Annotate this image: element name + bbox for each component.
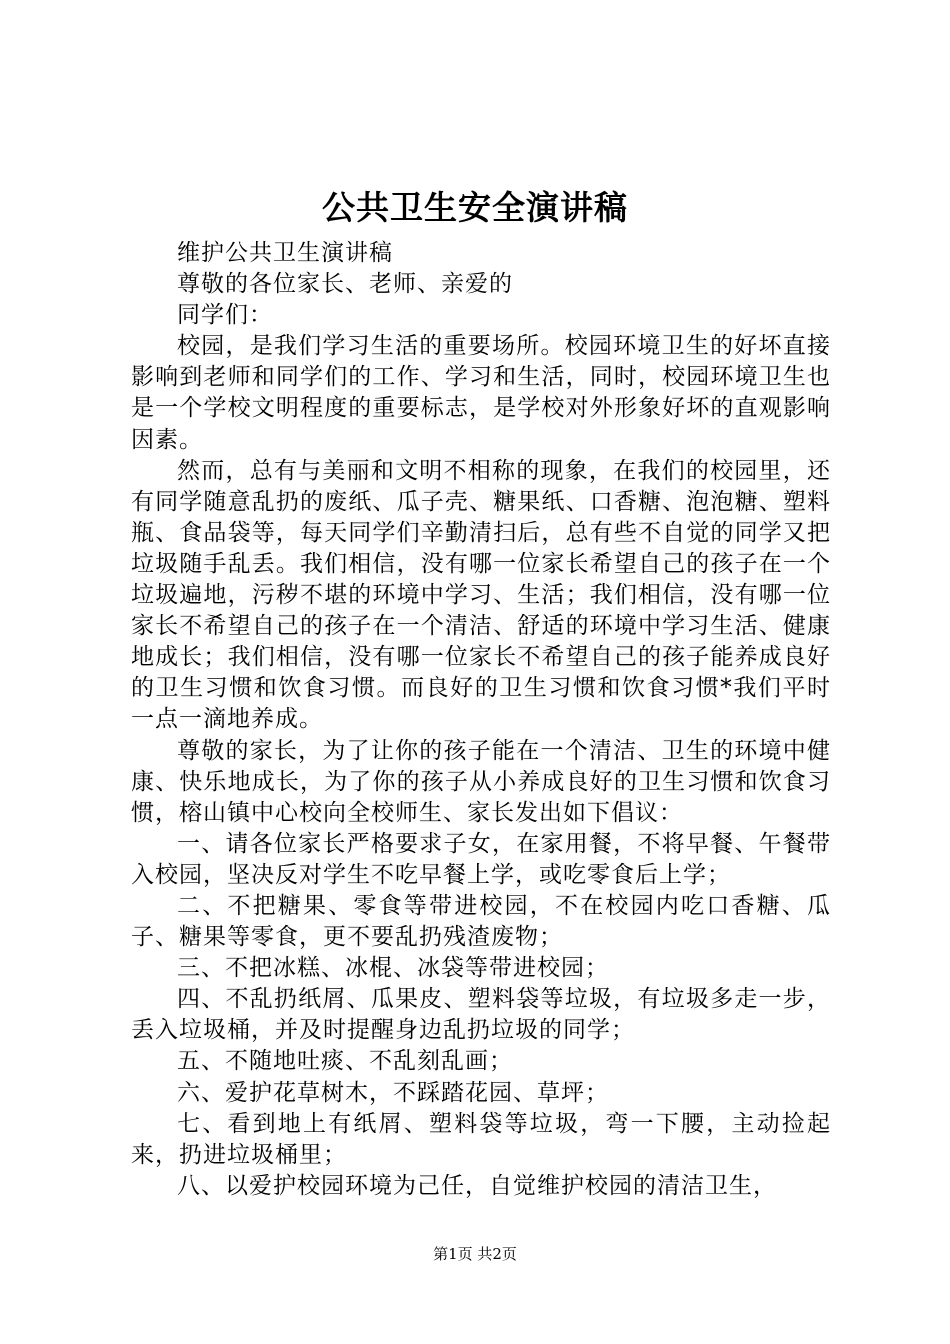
document-title: 公共卫生安全演讲稿 xyxy=(322,188,628,227)
paragraph: 维护公共卫生演讲稿 xyxy=(177,240,393,266)
paragraph: 七、看到地上有纸屑、塑料袋等垃圾，弯一下腰，主动捡起来，扔进垃圾桶里； xyxy=(131,1110,831,1168)
paragraph: 二、不把糖果、零食等带进校园，不在校园内吃口香糖、瓜子、糖果等零食，更不要乱扔残渣废物； xyxy=(131,892,831,951)
paragraph: 一、请各位家长严格要求子女，在家用餐，不将早餐、午餐带入校园，坚决反对学生不吃早餐上学，或吃零食后上学； xyxy=(131,830,831,888)
paragraph: 校园，是我们学习生活的重要场所。校园环境卫生的好坏直接影响到老师和同学们的工作、学习和生活，同时，校园环境卫生也是一个学校文明程度的重要标志，是学校对外形象好坏的直观影响因素。 xyxy=(131,333,831,453)
paragraph: 尊敬的家长，为了让你的孩子能在一个清洁、卫生的环境中健康、快乐地成长，为了你的孩子从小养成良好的卫生习惯和饮食习惯，榕山镇中心校向全校师生、家长发出如下倡议： xyxy=(131,737,831,826)
paragraph: 八、以爱护校园环境为己任，自觉维护校园的清洁卫生， xyxy=(177,1172,777,1199)
paragraph: 同学们： xyxy=(177,302,273,329)
page-footer: 第1页 共2页 xyxy=(433,1245,517,1263)
paragraph: 然而，总有与美丽和文明不相称的现象，在我们的校园里，还有同学随意乱扔的废纸、瓜子壳、糖果纸、口香糖、泡泡糖、塑料瓶、食品袋等，每天同学们辛勤清扫后，总有些不自觉的同学又把垃圾随手乱丢。我们相信，没有哪一位家长希望自己的孩子在一个垃圾遍地，污秽不堪的环境中学习、生活；我们相信，没有哪一位家长不希望自己的孩子在一个清洁、舒适的环境中学习生活、健康地成长；我们相信，没有哪一位家长不希望自己的孩子能养成良好的卫生习惯和饮食习惯。而良好的卫生习惯和饮食习惯*我们平时一点一滴地养成。 xyxy=(131,457,831,733)
paragraph: 六、爱护花草树木，不踩踏花园、草坪； xyxy=(177,1079,609,1106)
paragraph: 五、不随地吐痰、不乱刻乱画； xyxy=(177,1048,513,1075)
paragraph: 四、不乱扔纸屑、瓜果皮、塑料袋等垃圾，有垃圾多走一步，丢入垃圾桶，并及时提醒身边乱扔垃圾的同学； xyxy=(131,986,831,1044)
document-body xyxy=(131,238,831,1202)
paragraph: 三、不把冰糕、冰棍、冰袋等带进校园； xyxy=(177,955,609,982)
paragraph: 尊敬的各位家长、老师、亲爱的 xyxy=(177,271,513,298)
